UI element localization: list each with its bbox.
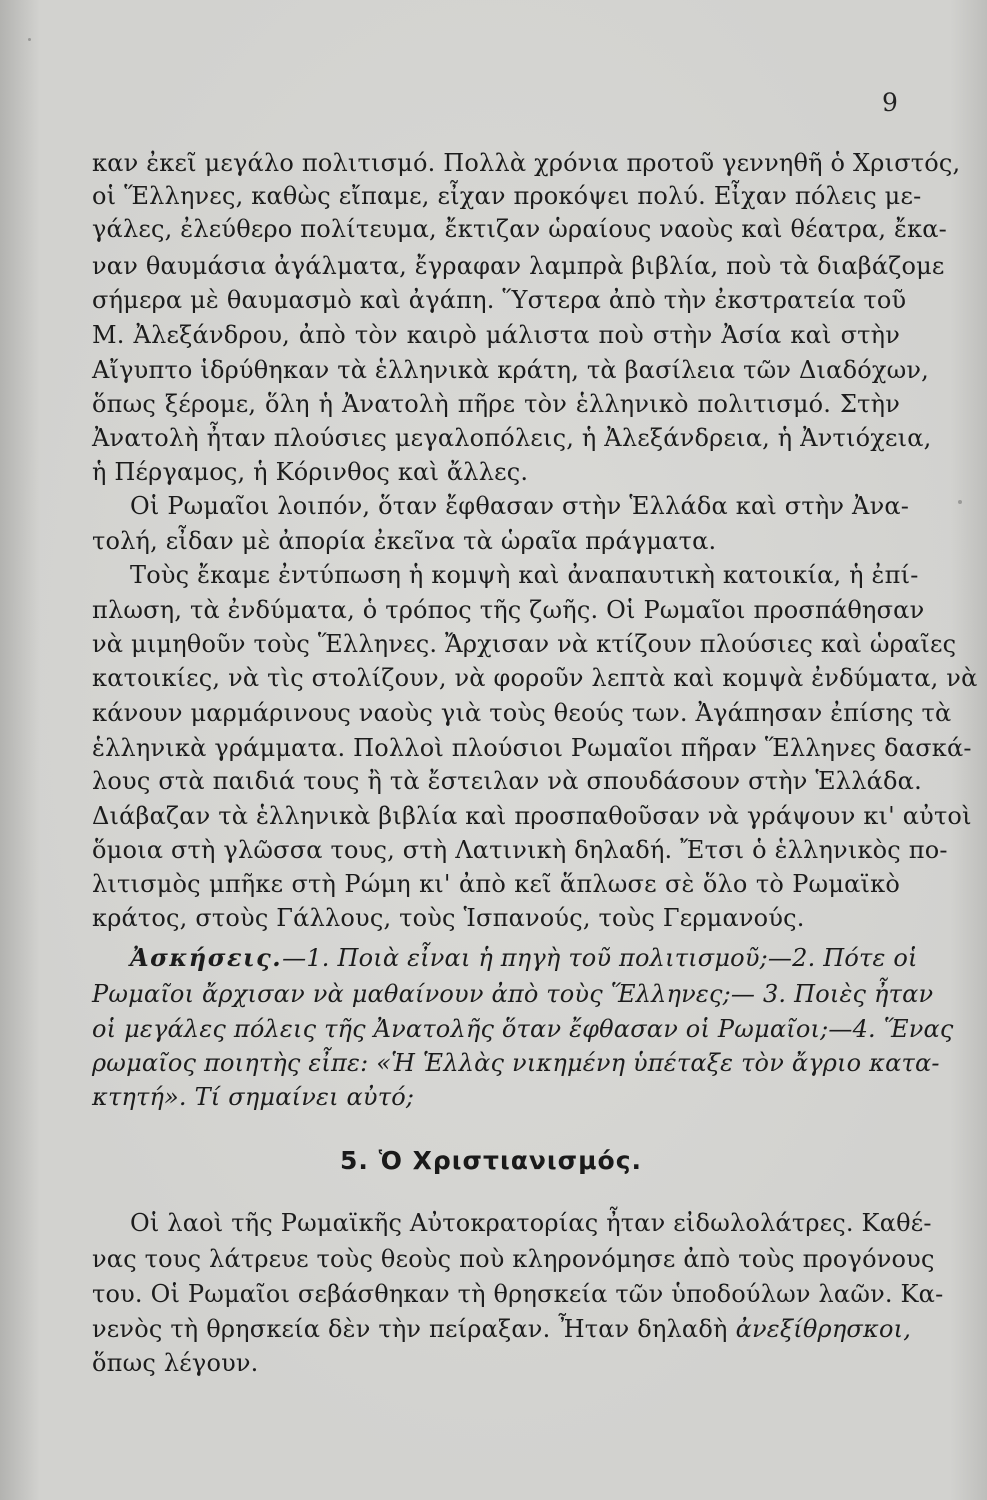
text-line: ἑλληνικὰ γράμματα. Πολλοὶ πλούσιοι Ρωμαῖοι πῆραν Ἕλληνες δασκά- bbox=[92, 734, 972, 762]
text-line: ὅπως λέγουν. bbox=[92, 1349, 259, 1377]
text-line: νὰ μιμηθοῦν τοὺς Ἕλληνες. Ἄρχισαν νὰ κτίζουν πλούσιες καὶ ὡραῖες bbox=[92, 630, 957, 658]
exercises-label: Ἀσκήσεις. bbox=[130, 943, 283, 972]
text-line: πλωση, τὰ ἐνδύματα, ὁ τρόπος τῆς ζωῆς. Οἱ Ρωμαῖοι προσπάθησαν bbox=[92, 596, 925, 624]
text-line: Ἀνατολὴ ἦταν πλούσιες μεγαλοπόλεις, ἡ Ἀλεξάνδρεια, ἡ Ἀντιόχεια, bbox=[92, 424, 932, 452]
text-line: οἱ Ἕλληνες, καθὼς εἴπαμε, εἶχαν προκόψει πολύ. Εἶχαν πόλεις με- bbox=[92, 182, 922, 210]
exercise-text: οἱ μεγάλες πόλεις τῆς Ἀνατολῆς ὅταν ἔφθασαν οἱ Ρωμαῖοι;—4. Ἕνας bbox=[92, 1015, 954, 1043]
text-line: Μ. Ἀλεξάνδρου, ἀπὸ τὸν καιρὸ μάλιστα ποὺ στὴν Ἀσία καὶ στὴν bbox=[92, 321, 900, 349]
text-line: κατοικίες, νὰ τὶς στολίζουν, νὰ φοροῦν λεπτὰ καὶ κομψὰ ἐνδύματα, νὰ bbox=[92, 664, 978, 692]
text-line: ὅμοια στὴ γλῶσσα τους, στὴ Λατινικὴ δηλαδή. Ἔτσι ὁ ἑλληνικὸς πο- bbox=[92, 836, 948, 864]
text-line: λους στὰ παιδιά τους ἢ τὰ ἔστειλαν νὰ σπουδάσουν στὴν Ἑλλάδα. bbox=[92, 767, 922, 795]
text-line: σήμερα μὲ θαυμασμὸ καὶ ἀγάπη. Ὕστερα ἀπὸ τὴν ἐκστρατεία τοῦ bbox=[92, 286, 907, 314]
text-line-mixed bbox=[92, 1313, 912, 1345]
text-line: τολή, εἶδαν μὲ ἀπορία ἐκεῖνα τὰ ὡραῖα πράγματα. bbox=[92, 527, 717, 555]
text-line: Αἴγυπτο ἱδρύθηκαν τὰ ἑλληνικὰ κράτη, τὰ βασίλεια τῶν Διαδόχων, bbox=[92, 356, 930, 384]
text-line: ναν θαυμάσια ἀγάλματα, ἔγραφαν λαμπρὰ βιβλία, ποὺ τὰ διαβάζομε bbox=[92, 252, 945, 280]
exercise-text: ρωμαῖος ποιητὴς εἶπε: «Ἡ Ἑλλὰς νικημένη ὑπέταξε τὸν ἄγριο κατα- bbox=[92, 1049, 940, 1077]
exercises-first-line bbox=[130, 942, 918, 974]
text-line: καν ἐκεῖ μεγάλο πολιτισμό. Πολλὰ χρόνια προτοῦ γεννηθῆ ὁ Χριστός, bbox=[92, 149, 961, 177]
paper-speck bbox=[958, 500, 962, 504]
text-line: κράτος, στοὺς Γάλλους, τοὺς Ἱσπανούς, τοὺς Γερμανούς. bbox=[92, 904, 805, 932]
text-line: γάλες, ἐλεύθερο πολίτευμα, ἔκτιζαν ὡραίους ναοὺς καὶ θέατρα, ἔκα- bbox=[92, 215, 947, 243]
text-line: λιτισμὸς μπῆκε στὴ Ρώμη κι' ἀπὸ κεῖ ἅπλωσε σὲ ὅλο τὸ Ρωμαϊκὸ bbox=[92, 870, 900, 898]
exercise-text: κτητή». Τί σημαίνει αὐτό; bbox=[92, 1083, 415, 1111]
text-line: Τοὺς ἔκαμε ἐντύπωση ἡ κομψὴ καὶ ἀναπαυτικὴ κατοικία, ἡ ἐπί- bbox=[130, 561, 919, 589]
page-number: 9 bbox=[882, 88, 898, 117]
text-line: ὅπως ξέρομε, ὅλη ἡ Ἀνατολὴ πῆρε τὸν ἑλληνικὸ πολιτισμό. Στὴν bbox=[92, 390, 900, 418]
text-line: Οἱ λαοὶ τῆς Ρωμαϊκῆς Αὐτοκρατορίας ἦταν εἰδωλολάτρες. Καθέ- bbox=[130, 1209, 932, 1237]
text-line: νας τους λάτρευε τοὺς θεοὺς ποὺ κληρονόμησε ἀπὸ τοὺς προγόνους bbox=[92, 1245, 935, 1273]
text-segment: νενὸς τὴ θρησκεία δὲν τὴν πείραξαν. Ἦταν δηλαδὴ bbox=[92, 1315, 728, 1343]
text-line: κάνουν μαρμάρινους ναοὺς γιὰ τοὺς θεούς των. Ἀγάπησαν ἐπίσης τὰ bbox=[92, 699, 952, 727]
paper-speck bbox=[28, 38, 31, 41]
text-line: του. Οἱ Ρωμαῖοι σεβάσθηκαν τὴ θρησκεία τῶν ὑποδούλων λαῶν. Κα- bbox=[92, 1280, 944, 1308]
text-line: ἡ Πέργαμος, ἡ Κόρινθος καὶ ἄλλες. bbox=[92, 458, 529, 486]
text-line: Διάβαζαν τὰ ἑλληνικὰ βιβλία καὶ προσπαθοῦσαν νὰ γράψουν κι' αὐτοὶ bbox=[92, 802, 972, 830]
section-heading: 5. Ὁ Χριστιανισμός. bbox=[340, 1146, 643, 1175]
exercise-text: —1. Ποιὰ εἶναι ἡ πηγὴ τοῦ πολιτισμοῦ;—2. Πότε οἱ bbox=[282, 944, 918, 972]
italic-term: ἀνεξίθρησκοι, bbox=[735, 1315, 912, 1343]
exercise-text: Ρωμαῖοι ἄρχισαν νὰ μαθαίνουν ἀπὸ τοὺς Ἕλληνες;— 3. Ποιὲς ἦταν bbox=[92, 980, 934, 1008]
text-line: Οἱ Ρωμαῖοι λοιπόν, ὅταν ἔφθασαν στὴν Ἑλλάδα καὶ στὴν Ἀνα- bbox=[130, 492, 910, 520]
